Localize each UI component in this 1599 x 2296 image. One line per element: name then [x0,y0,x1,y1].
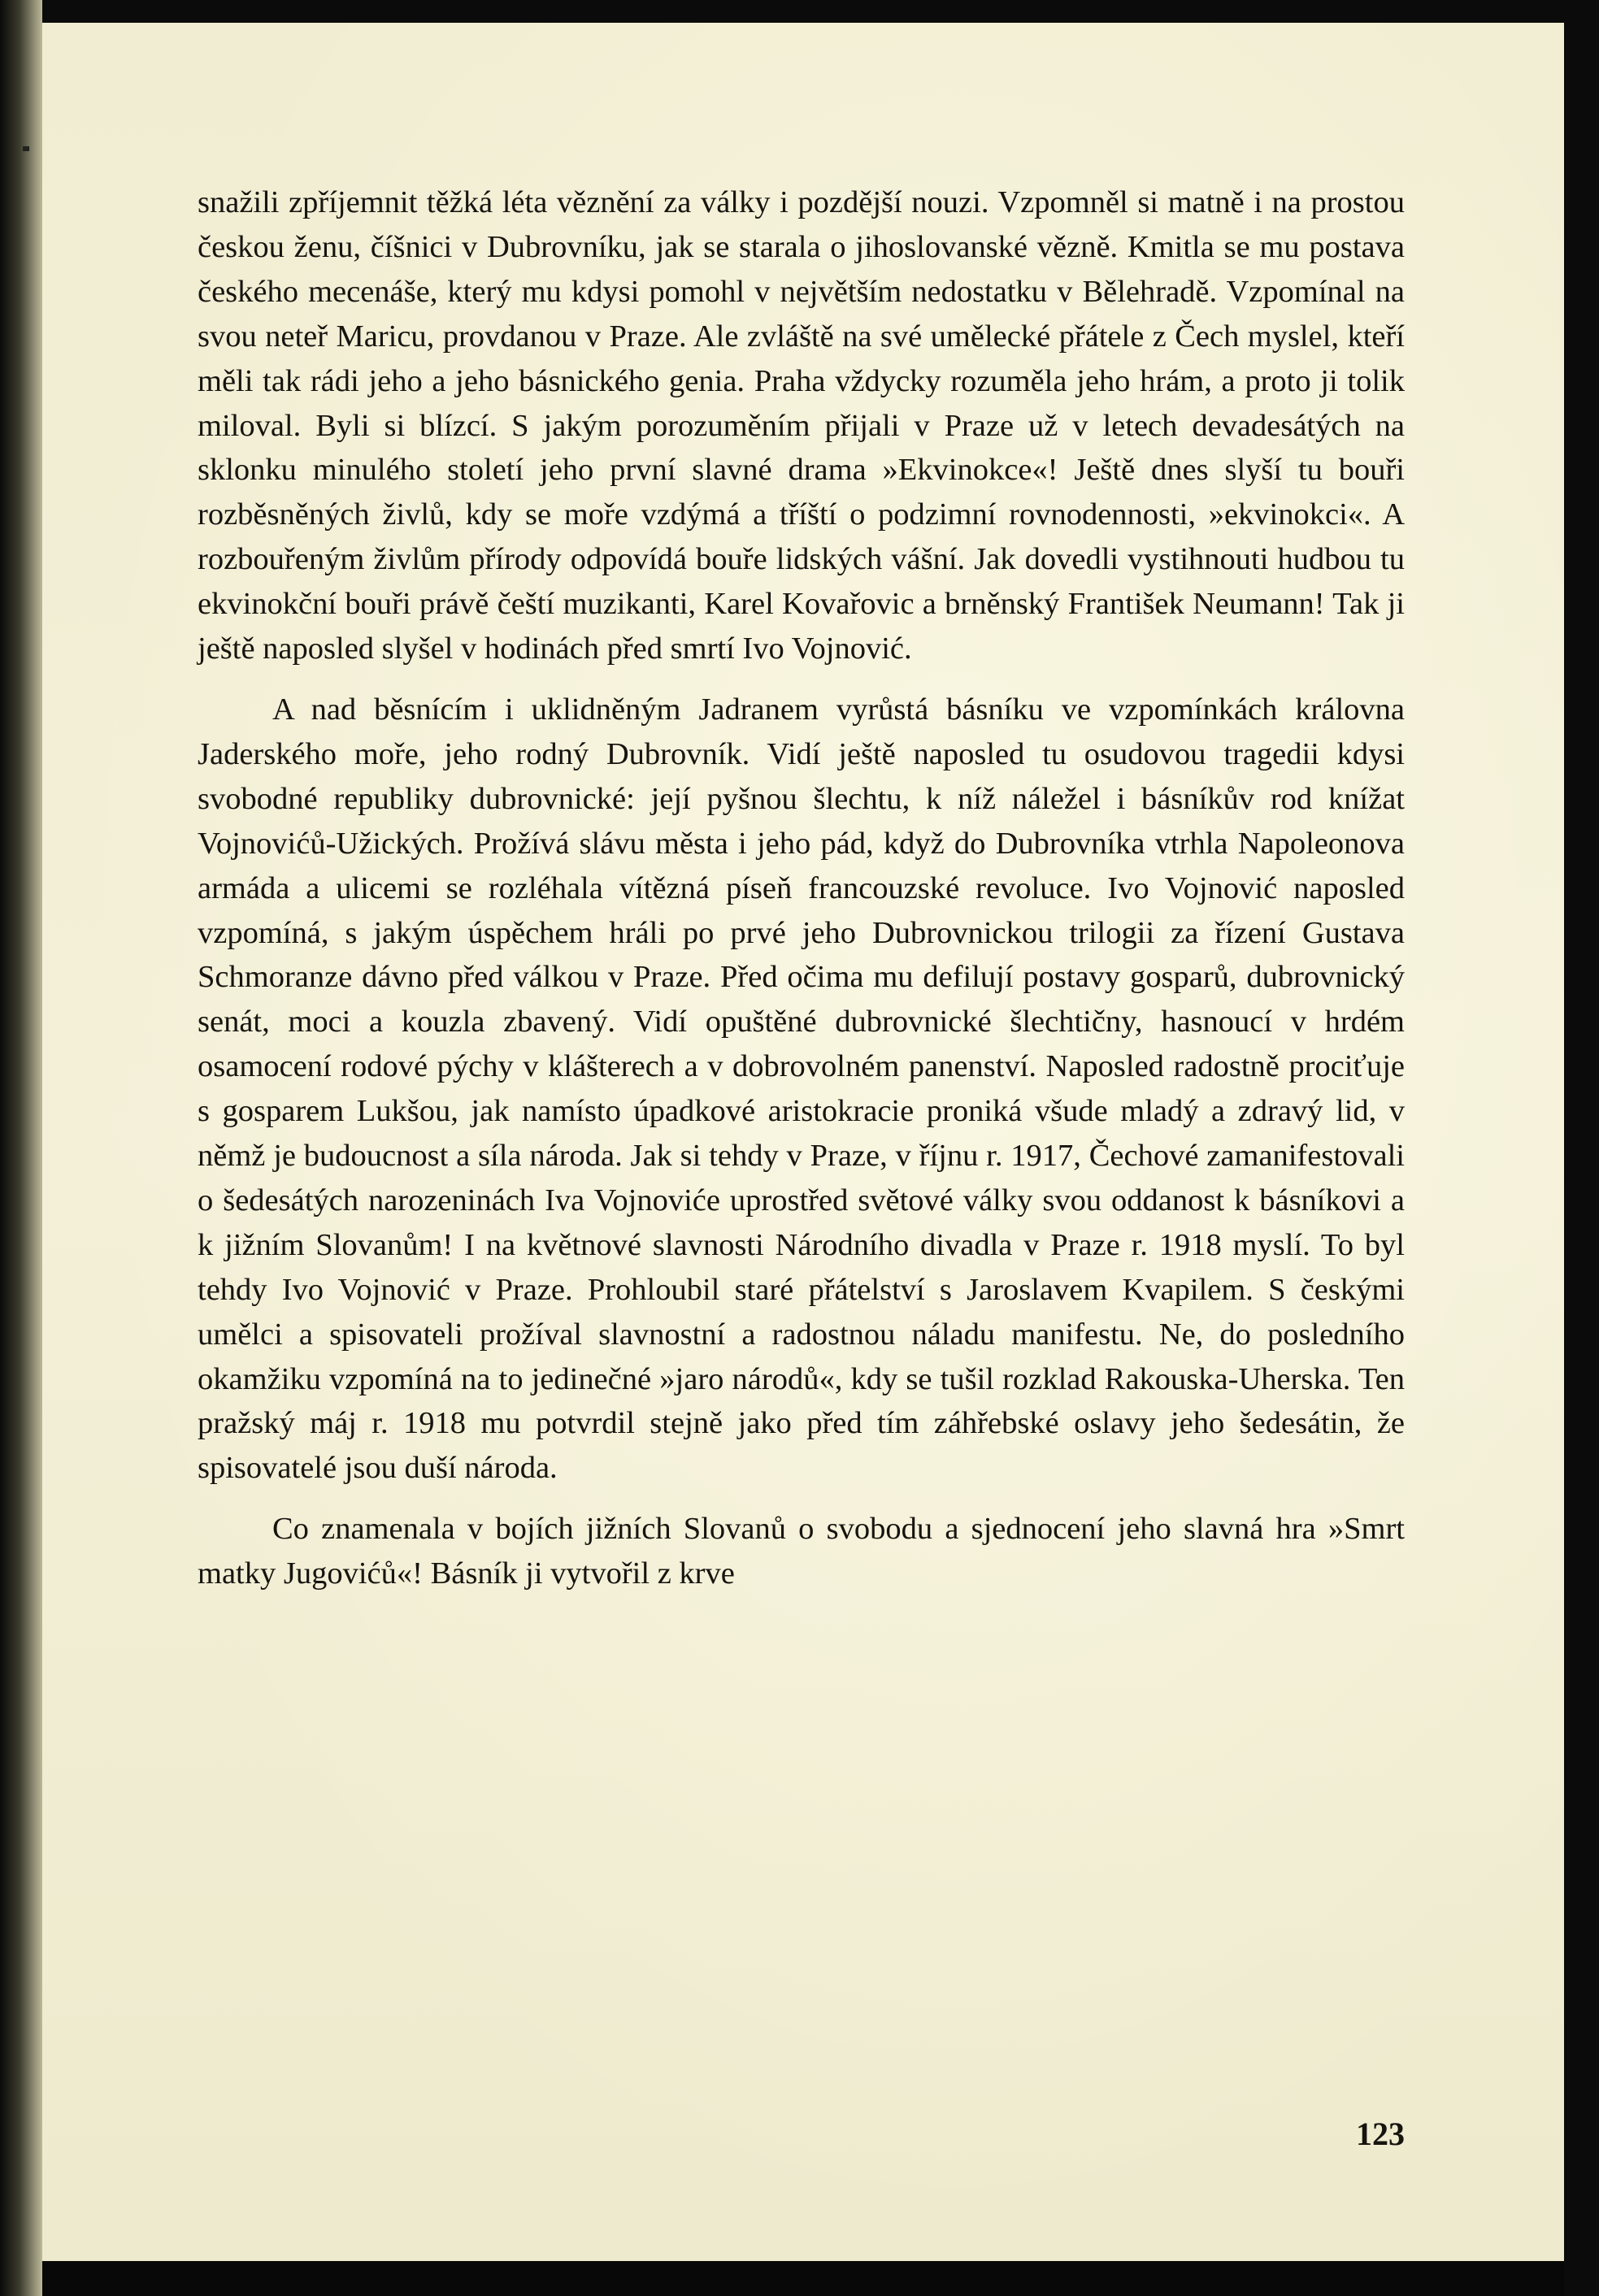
page-number: 123 [1356,2116,1405,2152]
paragraph-1: snažili zpříjemnit těžká léta věznění za války i pozdější nouzi. Vzpomněl si matně i na prostou českou ženu, číšnici v Dubrovníku, jak se starala o jihoslovanské vězně. Kmitla se mu postava českého mecenáše, který mu kdysi pomohl v největším nedostatku v Bělehradě. Vzpomínal na svou neteř Maricu, provdanou v Praze. Ale zvláště na své umělecké přátele z Čech myslel, kteří měli tak rádi jeho a jeho básnického genia. Praha vždycky rozuměla jeho hrám, a proto ji tolik miloval. Byli si blízcí. S jakým porozuměním přijali v Praze už v letech devadesátých na sklonku minulého století jeho první slavné drama »Ekvinokce«! Ještě dnes slyší tu bouři rozběsněných živlů, kdy se moře vzdýmá a tříští o podzimní rovnodennosti, »ekvinokci«. A rozbouřeným živlům přírody odpovídá bouře lidských vášní. Jak dovedli vystihnouti hudbou tu ekvinokční bouři právě čeští muzikanti, Karel Kovařovic a brněnský František Neumann! Tak ji ještě naposled slyšel v hodinách před smrtí Ivo Vojnović. [198,185,1405,666]
spine-mark [23,146,29,151]
paragraph-3: Co znamenala v bojích jižních Slovanů o svobodu a sjednocení jeho slavná hra »Smrt matky Jugovićů«! Básník ji vytvořil z krve [198,1512,1405,1591]
book-spine-shadow [0,0,42,2296]
paragraph-2: A nad běsnícím i uklidněným Jadranem vyrůstá básníku ve vzpomínkách královna Jaderského moře, jeho rodný Dubrovník. Vidí ještě naposled tu osudovou tragedii kdysi svobodné republiky dubrovnické: její pyšnou šlechtu, k níž náležel i básníkův rod knížat Vojnovićů-Užických. Prožívá slávu města i jeho pád, když do Dubrovníka vtrhla Napoleonova armáda a ulicemi se rozléhala vítězná píseň francouzské revoluce. Ivo Vojnović naposled vzpomíná, s jakým úspěchem hráli po prvé jeho Dubrovnickou trilogii za řízení Gustava Schmoranze dávno před válkou v Praze. Před očima mu defilují postavy gosparů, dubrovnický senát, moci a kouzla zbavený. Vidí opuštěné dubrovnické šlechtičny, hasnoucí v hrdém osamocení rodové pýchy v klášterech a v dobrovolném panenství. Naposled radostně prociťuje s gosparem Lukšou, jak namísto úpadkové aristokracie proniká všude mladý a zdravý lid, v němž je budoucnost a síla národa. Jak si tehdy v Praze, v říjnu r. 1917, Čechové zamanifestovali o šedesátých narozeninách Iva Vojnoviće uprostřed světové války svou oddanost k básníkovi a k jižním Slovanům! I na květnové slavnosti Národního divadla v Praze r. 1918 myslí. To byl tehdy Ivo Vojnović v Praze. Prohloubil staré přátelství s Jaroslavem Kvapilem. S českými umělci a spisovateli prožíval slavnostní a radostnou náladu manifestu. Ne, do posledního okamžiku vzpomíná na to jedinečné »jaro národů«, kdy se tušil rozklad Rakouska-Uherska. Ten pražský máj r. 1918 mu potvrdil stejně jako před tím záhřebské oslavy jeho šedesátin, že spisovatelé jsou duší národa. [198,692,1405,1486]
body-text [198,180,1405,1596]
page-bottom-edge [42,2261,1564,2296]
